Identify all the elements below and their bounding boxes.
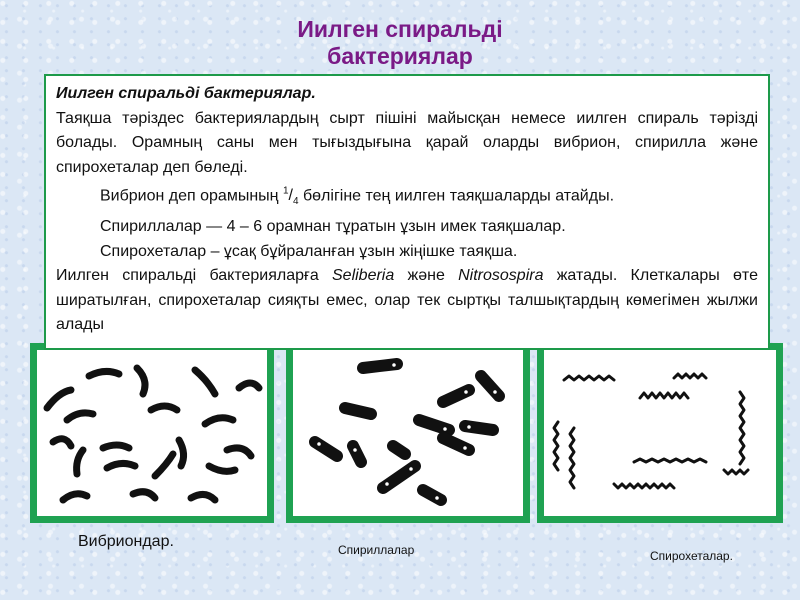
slide-title (180, 16, 620, 70)
spirochete-cell (640, 393, 688, 398)
genus-nitrosospira: Nitrosospira (458, 267, 544, 285)
vibrio-cell (179, 440, 184, 466)
description-text-box (44, 74, 770, 350)
spirilla-granule (435, 496, 440, 501)
description-paragraph-5 (56, 264, 758, 338)
vibrio-cell (47, 390, 71, 408)
slide-title-line-2: бактериялар (327, 43, 473, 69)
vibrio-image-panel (30, 343, 274, 523)
genus-seliberia: Seliberia (332, 267, 395, 285)
spirilla-granule (409, 467, 414, 472)
spirochete-cell (614, 484, 674, 488)
vibrio-cell (89, 371, 119, 376)
description-paragraph-4: Спирохеталар – ұсақ бұйраланған ұзын жіңішке таяқша. (100, 242, 518, 260)
quarter-fraction (282, 186, 299, 208)
spirochete-cell (674, 374, 706, 378)
description-paragraph-3: Спириллалар — 4 – 6 орамнан тұратын ұзын имек таяқшалар. (100, 218, 566, 236)
vibrio-cell (155, 454, 173, 476)
spirilla-illustration (293, 350, 523, 516)
vibrio-cell (77, 450, 83, 474)
vibrio-cell (103, 445, 129, 448)
spirilla-image-panel (286, 343, 530, 523)
vibrio-caption: Вибриондар. (78, 533, 174, 550)
spirochete-image-panel (537, 343, 783, 523)
spirilla-granule (392, 363, 397, 368)
fraction-denominator: 4 (292, 196, 299, 208)
spirochete-cell (564, 376, 614, 380)
spirilla-rod (345, 408, 371, 414)
description-para-1-text: Таяқша тәріздес бактериялардың сырт пішіні майысқан немесе иилген спираль тәрізді болады. Орамның саны мен тығыздығына қарай оларды вибрион, спирилла және спирохеталар деп бөледі. (56, 109, 758, 176)
spirilla-granule (443, 427, 448, 432)
spirochete-cell (740, 392, 744, 464)
genus-conjunction: және (407, 267, 445, 285)
spirochete-cell (554, 422, 558, 470)
vibrio-cell (133, 492, 155, 498)
vibrio-cell (239, 383, 259, 388)
vibrio-cell (205, 418, 233, 424)
vibrio-definition-start: Вибрион деп орамының (100, 187, 279, 205)
vibrio-cell (151, 406, 177, 410)
spirilla-granule (464, 390, 469, 395)
spirochete-cell (724, 470, 748, 474)
vibrio-cell (107, 463, 135, 468)
description-paragraph-1 (56, 82, 758, 180)
fraction-numerator: 1 (282, 186, 289, 197)
vibrio-definition-end: бөлігіне тең иилген таяқшаларды атайды. (302, 187, 615, 205)
genus-description: жатады. Клеткалары өте ширатылған, спирохеталар сияқты емес, олар тек сыртқы талшықтардың көмегімен жылжи алады (56, 267, 758, 334)
spirilla-granule (353, 448, 358, 453)
description-heading: Иилген спиральді бактериялар. (56, 85, 316, 102)
spirilla-granule (467, 425, 472, 430)
spirochete-cell (634, 459, 706, 462)
vibrio-cell (191, 494, 215, 500)
vibrio-cell (137, 368, 145, 394)
spirilla-granule (493, 390, 498, 395)
vibrio-cell (53, 439, 71, 446)
vibrio-cell (63, 494, 87, 500)
spirilla-caption: Спириллалар (338, 543, 415, 557)
genus-intro: Иилген спиральді бактерияларға (56, 267, 319, 285)
spirochete-cell (570, 428, 574, 488)
description-paragraph-2 (56, 180, 758, 215)
spirochete-illustration (544, 350, 776, 516)
spirilla-granule (317, 442, 322, 447)
vibrio-cell (67, 413, 93, 420)
vibrio-cell (209, 466, 235, 471)
spirochete-caption: Спирохеталар. (650, 549, 733, 563)
spirilla-granule (463, 446, 468, 451)
vibrio-cell (195, 370, 215, 394)
vibrio-illustration (37, 350, 267, 516)
fraction-slash: / (288, 187, 293, 205)
spirilla-rod (393, 446, 405, 454)
vibrio-cell (227, 448, 251, 456)
slide-title-line-1: Иилген спиральді (297, 16, 503, 42)
spirilla-granule (385, 482, 390, 487)
